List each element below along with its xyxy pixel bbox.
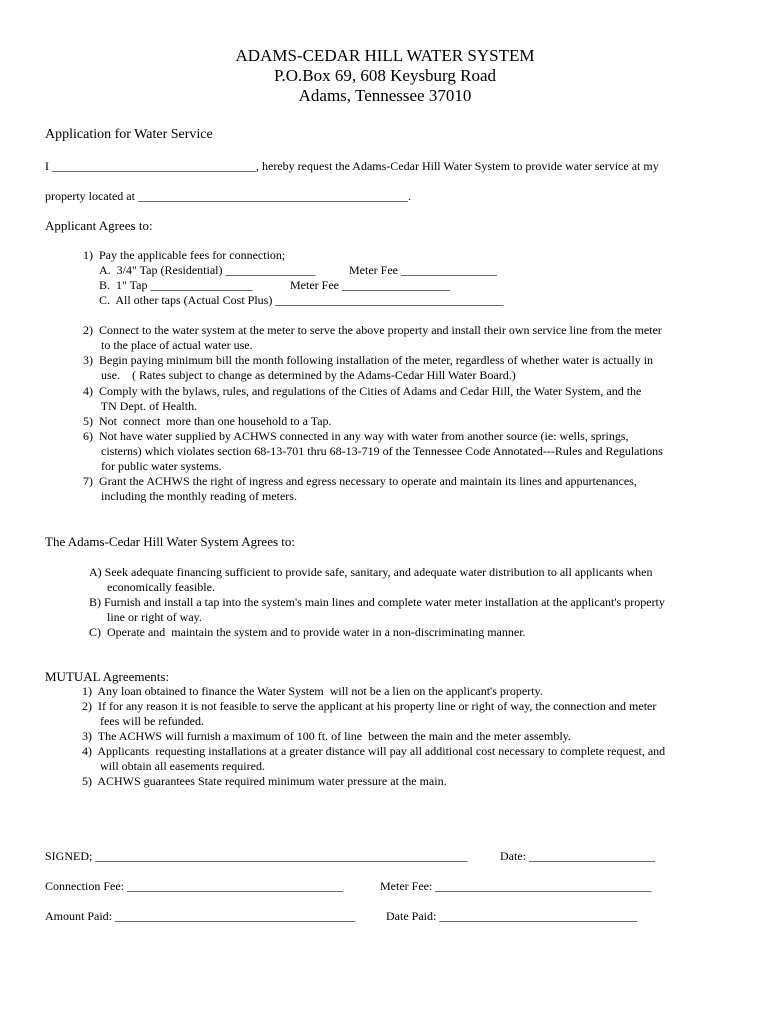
fee-meter-one-inch: Meter Fee __________________ [290,278,450,292]
system-item-line: B) Furnish and install a tap into the system's main lines and complete water meter installation at the applicant's property [89,595,665,609]
applicant-item-line: 7) Grant the ACHWS the right of ingress and egress necessary to operate and maintain its lines and appurtenances, [83,474,637,488]
applicant-item-line: 6) Not have water supplied by ACHWS connected in any way with water from another source (ie: wells, springs, [83,429,629,443]
org-address-city: Adams, Tennessee 37010 [298,86,472,105]
mutual-item-line: fees will be refunded. [82,714,204,728]
connection-fee-field: Connection Fee: ____________________________________ [45,879,343,893]
applicant-item-line: 2) Connect to the water system at the meter to serve the above property and install their own service line from the meter [83,323,662,337]
applicant-item-line: 3) Begin paying minimum bill the month following installation of the meter, regardless of whether water is actually in [83,353,654,367]
mutual-item-line: 5) ACHWS guarantees State required minimum water pressure at the main. [82,774,447,788]
meter-fee-field: Meter Fee: ____________________________________ [380,879,652,893]
org-address-po-box: P.O.Box 69, 608 Keysburg Road [273,66,497,85]
system-item-line: C) Operate and maintain the system and to provide water in a non-discriminating manner. [89,625,526,639]
signed-field: SIGNED; ______________________________________________________________ [45,849,468,863]
fee-other-taps: C. All other taps (Actual Cost Plus) ______________________________________ [99,293,504,307]
applicant-item-line: cisterns) which violates section 68-13-701 thru 68-13-719 of the Tennessee Code Annotated---Rules and Regulations [83,444,663,458]
mutual-heading: MUTUAL Agreements: [45,669,170,684]
fee-meter-residential: Meter Fee ________________ [349,263,497,277]
org-name: ADAMS-CEDAR HILL WATER SYSTEM [235,46,535,65]
applicant-item-line: 4) Comply with the bylaws, rules, and regulations of the Cities of Adams and Cedar Hill, the Water System, and the [83,384,642,398]
applicant-item-line: use. ( Rates subject to change as determined by the Adams-Cedar Hill Water Board.) [83,368,516,382]
applicant-item-line: to the place of actual water use. [83,338,253,352]
application-title: Application for Water Service [45,127,213,142]
amount-paid-field: Amount Paid: ________________________________________ [45,909,356,923]
date-field: Date: _____________________ [500,849,655,863]
mutual-item-line: will obtain all easements required. [82,759,265,773]
system-item-line: A) Seek adequate financing sufficient to provide safe, sanitary, and adequate water distribution to all applicants when [89,565,653,579]
fee-tap-residential: A. 3/4" Tap (Residential) _______________ [99,263,316,277]
mutual-item-line: 4) Applicants requesting installations at a greater distance will pay all additional cost necessary to complete request, and [82,744,666,758]
applicant-agrees-heading: Applicant Agrees to: [45,218,153,233]
request-line: I __________________________________, hereby request the Adams-Cedar Hill Water System to provide water service at my [45,159,659,173]
date-paid-field: Date Paid: _________________________________ [386,909,638,923]
applicant-item-line: 5) Not connect more than one household to a Tap. [83,414,332,428]
applicant-item-line: for public water systems. [83,459,222,473]
mutual-item-line: 1) Any loan obtained to finance the Water System will not be a lien on the applicant's property. [82,684,543,698]
fees-item-1: 1) Pay the applicable fees for connection; [83,248,286,262]
applicant-item-line: TN Dept. of Health. [83,399,198,413]
applicant-item-line: including the monthly reading of meters. [83,489,297,503]
property-line: property located at _____________________________________________. [45,189,411,203]
system-item-line: economically feasible. [89,580,215,594]
system-item-line: line or right of way. [89,610,202,624]
system-agrees-heading: The Adams-Cedar Hill Water System Agrees to: [45,534,295,549]
mutual-item-line: 3) The ACHWS will furnish a maximum of 100 ft. of line between the main and the meter assembly. [82,729,571,743]
fee-tap-one-inch: B. 1" Tap _________________ [99,278,253,292]
mutual-item-line: 2) If for any reason it is not feasible to serve the applicant at his property line or right of way, the connection and meter [82,699,657,713]
